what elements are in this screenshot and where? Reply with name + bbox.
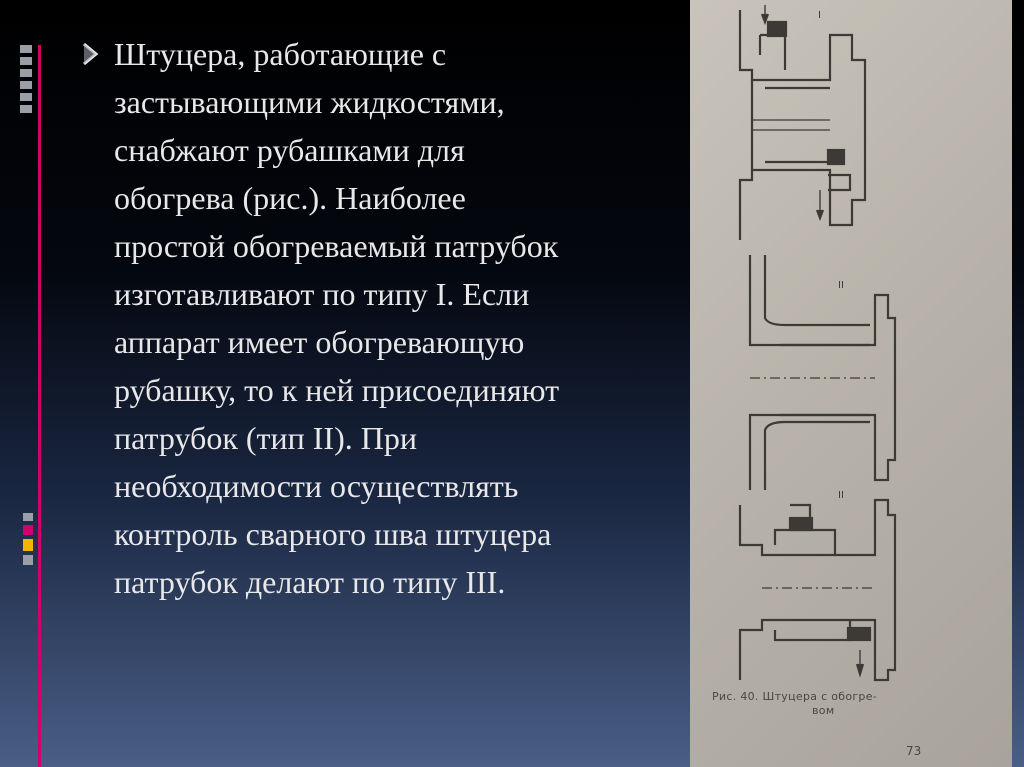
figure-caption-line: Рис. 40. Штуцера с обогре- bbox=[712, 690, 878, 703]
text-line: рубашку, то к ней присоединяют bbox=[114, 372, 560, 408]
text-line: изготавливают по типу I. Если bbox=[114, 276, 530, 312]
color-accent-stripes bbox=[23, 513, 33, 567]
figure-caption bbox=[712, 690, 962, 718]
text-line: аппарат имеет обогревающую bbox=[114, 324, 525, 360]
grey-accent-stripes bbox=[20, 45, 32, 115]
text-line: застывающими жидкостями, bbox=[114, 84, 505, 120]
svg-text:II: II bbox=[838, 490, 844, 501]
pink-vertical-line bbox=[38, 45, 41, 767]
bullet-item bbox=[80, 30, 680, 606]
svg-text:I: I bbox=[818, 10, 821, 21]
page-number: 73 bbox=[906, 744, 922, 758]
text-line: контроль сварного шва штуцера bbox=[114, 516, 552, 552]
arrow-bullet-icon bbox=[80, 30, 114, 91]
text-line: патрубок (тип II). При bbox=[114, 420, 417, 456]
nozzle-drawing-figure bbox=[690, 0, 1012, 767]
text-line: простой обогреваемый патрубок bbox=[114, 228, 559, 264]
text-line: Штуцера, работающие с bbox=[114, 36, 447, 72]
drawing-svg bbox=[690, 0, 1012, 767]
figure-caption-line: вом bbox=[812, 704, 835, 717]
paragraph-lines bbox=[114, 30, 559, 606]
text-line: патрубок делают по типу III. bbox=[114, 564, 506, 600]
text-line: снабжают рубашками для bbox=[114, 132, 465, 168]
text-line: необходимости осуществлять bbox=[114, 468, 519, 504]
svg-text:II: II bbox=[838, 280, 844, 291]
bullet-paragraph bbox=[80, 30, 680, 606]
text-line: обогрева (рис.). Наиболее bbox=[114, 180, 466, 216]
